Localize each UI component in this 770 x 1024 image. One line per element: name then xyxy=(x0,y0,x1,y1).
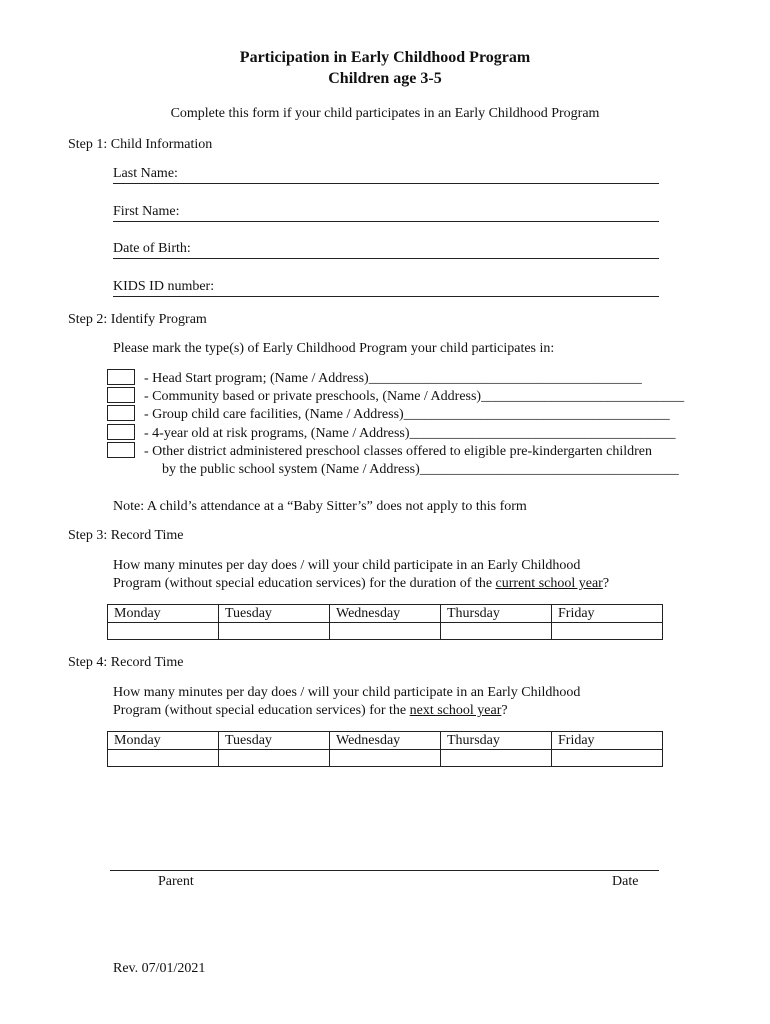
option-at-risk-program: - 4-year old at risk programs, (Name / Address)______________________________________ xyxy=(144,426,676,441)
step4-question-line2 xyxy=(113,703,508,719)
checkbox-other-district[interactable] xyxy=(107,442,135,458)
option-community-preschool: - Community based or private preschools, (Name / Address)_____________________________ xyxy=(144,389,685,404)
form-title: Participation in Early Childhood Program xyxy=(239,49,531,66)
step3-question-line1: How many minutes per day does / will your child participate in an Early Childhood xyxy=(113,558,581,573)
day-header-tuesday: Tuesday xyxy=(219,605,330,623)
day-header-thursday: Thursday xyxy=(441,605,552,623)
step3-heading: Step 3: Record Time xyxy=(68,528,184,543)
current-year-minutes-table xyxy=(107,604,663,640)
option-other-district-continuation: by the public school system (Name / Address)_____________________________________ xyxy=(162,462,679,477)
step1-heading: Step 1: Child Information xyxy=(68,137,213,152)
current-school-year-text: current school year xyxy=(495,576,603,591)
option-other-district: - Other district administered preschool classes offered to eligible pre-kindergarten children xyxy=(144,444,652,459)
day-header-wednesday: Wednesday xyxy=(330,732,441,750)
option-head-start: - Head Start program; (Name / Address)_______________________________________ xyxy=(144,371,642,386)
program-prompt: Please mark the type(s) of Early Childhood Program your child participates in: xyxy=(113,341,555,356)
checkbox-head-start[interactable] xyxy=(107,369,135,385)
table-header-row xyxy=(108,732,663,750)
checkbox-group-child-care[interactable] xyxy=(107,405,135,421)
day-header-thursday: Thursday xyxy=(441,732,552,750)
step2-heading: Step 2: Identify Program xyxy=(68,312,207,327)
table-header-row xyxy=(108,605,663,623)
kids-id-field[interactable] xyxy=(113,296,659,297)
step3-question-line2 xyxy=(113,576,609,592)
kids-id-label: KIDS ID number: xyxy=(113,279,215,294)
first-name-label: First Name: xyxy=(113,204,180,219)
table-row xyxy=(108,750,663,767)
checkbox-community-preschool[interactable] xyxy=(107,387,135,403)
step3-question-mark: ? xyxy=(602,576,610,591)
last-name-label: Last Name: xyxy=(113,166,178,181)
first-name-field[interactable] xyxy=(113,221,659,222)
step3-question-text: Program (without special education services) for the duration of the xyxy=(113,576,496,591)
step4-question-line1: How many minutes per day does / will your child participate in an Early Childhood xyxy=(113,685,581,700)
minutes-monday-cell[interactable] xyxy=(108,623,219,640)
last-name-field[interactable] xyxy=(113,183,659,184)
day-header-monday: Monday xyxy=(108,732,219,750)
minutes-monday-cell[interactable] xyxy=(108,750,219,767)
minutes-friday-cell[interactable] xyxy=(552,623,663,640)
revision-date: Rev. 07/01/2021 xyxy=(113,961,206,976)
signature-line[interactable] xyxy=(110,870,659,871)
step4-heading: Step 4: Record Time xyxy=(68,655,184,670)
minutes-tuesday-cell[interactable] xyxy=(219,750,330,767)
step4-question-mark: ? xyxy=(501,703,508,718)
day-header-friday: Friday xyxy=(552,605,663,623)
next-school-year-text: next school year xyxy=(409,703,502,718)
form-subtitle: Children age 3-5 xyxy=(328,70,442,87)
day-header-monday: Monday xyxy=(108,605,219,623)
parent-label: Parent xyxy=(158,874,194,889)
minutes-wednesday-cell[interactable] xyxy=(330,623,441,640)
day-header-friday: Friday xyxy=(552,732,663,750)
minutes-thursday-cell[interactable] xyxy=(441,750,552,767)
form-instruction: Complete this form if your child participates in an Early Childhood Program xyxy=(170,106,600,121)
minutes-thursday-cell[interactable] xyxy=(441,623,552,640)
step4-question-text: Program (without special education services) for the xyxy=(113,703,410,718)
date-of-birth-label: Date of Birth: xyxy=(113,241,191,256)
next-year-minutes-table xyxy=(107,731,663,767)
option-group-child-care: - Group child care facilities, (Name / Address)______________________________________ xyxy=(144,407,670,422)
date-of-birth-field[interactable] xyxy=(113,258,659,259)
date-label: Date xyxy=(612,874,639,889)
checkbox-at-risk-program[interactable] xyxy=(107,424,135,440)
minutes-friday-cell[interactable] xyxy=(552,750,663,767)
day-header-tuesday: Tuesday xyxy=(219,732,330,750)
minutes-wednesday-cell[interactable] xyxy=(330,750,441,767)
table-row xyxy=(108,623,663,640)
minutes-tuesday-cell[interactable] xyxy=(219,623,330,640)
day-header-wednesday: Wednesday xyxy=(330,605,441,623)
baby-sitter-note: Note: A child’s attendance at a “Baby Sitter’s” does not apply to this form xyxy=(113,499,527,514)
